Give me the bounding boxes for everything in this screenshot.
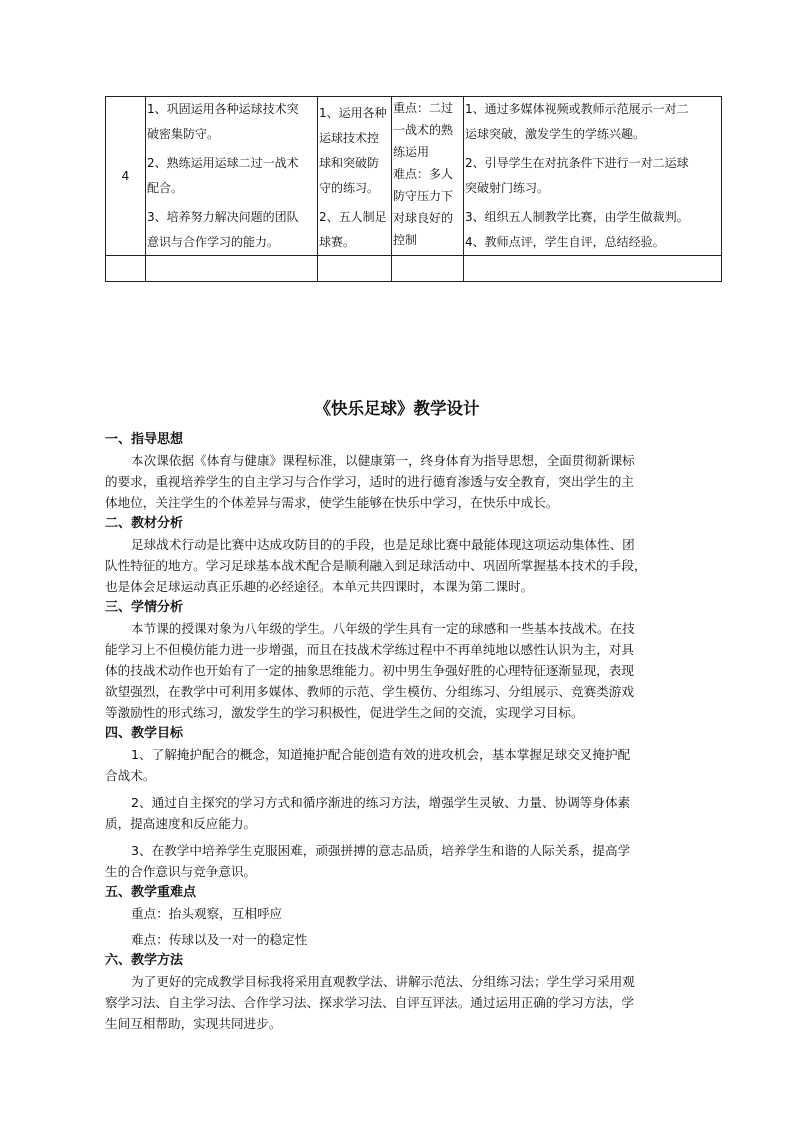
paragraph-line: 队性特征的地方。学习足球基本战术配合是顺利融入到足球活动中、巩固所掌握基本技术的手段， [105, 558, 647, 573]
table-row [106, 97, 722, 256]
section-keypoints [105, 882, 697, 950]
empty-cell [318, 256, 392, 282]
section-heading: 六、教学方法 [105, 953, 184, 968]
paragraph-line: 体的技战术动作也开始有了一定的抽象思维能力。初中男生争强好胜的心理特征逐渐显现，表现 [105, 663, 634, 678]
paragraph-line: 能学习上不但模仿能力进一步增强，而且在技战术学练过程中不再单纯地以感性认识为主，对具 [105, 642, 634, 657]
method-line: 1、通过多媒体视频或教师示范展示一对二 [465, 102, 689, 116]
empty-cell [106, 256, 146, 282]
difficulty-line: 难点：传球以及一对一的稳定性 [131, 932, 308, 947]
section-heading: 三、学情分析 [105, 600, 184, 615]
content-line: 2、五人制足 [319, 210, 387, 224]
goal-line: 合战术。 [105, 768, 156, 783]
empty-cell [146, 256, 318, 282]
objective-line: 2、熟练运用运球二过一战术 [147, 156, 299, 170]
section-methods [105, 950, 697, 1034]
goal-line: 生的合作意识与竞争意识。 [105, 864, 257, 879]
methods-cell [464, 97, 722, 256]
paragraph-line: 也是体会足球运动真正乐趣的必经途径。本单元共四课时，本课为第二课时。 [105, 579, 534, 594]
document-title: 《快乐足球》教学设计 [314, 399, 480, 418]
content-line: 守的练习。 [319, 181, 380, 195]
paragraph-line: 本节课的授课对象为八年级的学生。八年级的学生具有一定的球感和一些基本技战术。在技 [131, 621, 635, 636]
objective-line: 1、巩固运用各种运球技术突 [147, 102, 299, 116]
objective-line: 配合。 [147, 181, 184, 195]
document-body [105, 429, 697, 1034]
paragraph-line: 为了更好的完成教学目标我将采用直观教学法、讲解示范法、分组练习法；学生学习采用观 [131, 974, 635, 989]
keypoint-line: 难点：多人 [393, 167, 454, 181]
section-heading: 五、教学重难点 [105, 885, 197, 900]
paragraph-line: 的要求，重视培养学生的自主学习与合作学习，适时的进行德育渗透与安全教育，突出学生的主 [105, 474, 634, 489]
keypoint-line: 防守压力下 [393, 189, 454, 203]
goal-line: 3、在教学中培养学生克服困难，顽强拼搏的意志品质，培养学生和谐的人际关系，提高学 [131, 843, 631, 858]
method-line: 4、教师点评，学生自评，总结经验。 [465, 235, 665, 249]
goal-line: 2、通过自主探究的学习方式和循序渐进的练习方法，增强学生灵敏、力量、协调等身体素 [131, 795, 631, 810]
table-row-empty [106, 256, 722, 282]
section-material [105, 513, 697, 597]
section-guiding [105, 429, 697, 513]
section-students [105, 597, 697, 723]
content-line: 1、运用各种 [319, 106, 387, 120]
method-line: 2、引导学生在对抗条件下进行一对二运球 [465, 156, 689, 170]
row-number-cell [106, 97, 146, 256]
lesson-plan-table [105, 96, 722, 282]
keypoint-line: 练运用 [393, 145, 430, 159]
paragraph-line: 体地位，关注学生的个体差异与需求，使学生能够在快乐中学习，在快乐中成长。 [105, 495, 559, 510]
content-line: 球和突破防 [319, 156, 380, 170]
keypoint-line: 控制 [393, 233, 418, 247]
objective-line: 意识与合作学习的能力。 [147, 235, 280, 249]
goal-line: 1、了解掩护配合的概念，知道掩护配合能创造有效的进攻机会，基本掌握足球交叉掩护配 [131, 747, 631, 762]
method-line: 突破射门练习。 [465, 181, 550, 195]
objective-line: 破密集防守。 [147, 127, 220, 141]
empty-cell [464, 256, 722, 282]
section-goals [105, 723, 697, 882]
objectives-cell [146, 97, 318, 256]
section-heading: 四、教学目标 [105, 726, 184, 741]
keypoints-cell [392, 97, 464, 256]
method-line: 运球突破，激发学生的学练兴趣。 [465, 127, 646, 141]
keypoint-line: 重点：二过 [393, 101, 454, 115]
keypoint-line: 对球良好的 [393, 211, 454, 225]
paragraph-line: 欲望强烈，在教学中可利用多媒体、教师的示范、学生模仿、分组练习、分组展示、竞赛类游戏 [105, 684, 634, 699]
content-line: 球赛。 [319, 235, 356, 249]
section-heading: 一、指导思想 [105, 432, 184, 447]
content-line: 运球技术控 [319, 131, 380, 145]
method-line: 3、组织五人制教学比赛，由学生做裁判。 [465, 210, 689, 224]
paragraph-line: 足球战术行动是比赛中达成攻防目的的手段，也是足球比赛中最能体现这项运动集体性、团 [131, 537, 635, 552]
section-heading: 二、教材分析 [105, 516, 184, 531]
paragraph-line: 本次课依据《体育与健康》课程标准，以健康第一，终身体育为指导思想，全面贯彻新课标 [131, 453, 635, 468]
paragraph-line: 察学习法、自主学习法、合作学习法、探求学习法、自评互评法。通过运用正确的学习方法，学 [105, 995, 634, 1010]
empty-cell [392, 256, 464, 282]
paragraph-line: 等激励性的形式练习，激发学生的学习积极性，促进学生之间的交流，实现学习目标。 [105, 705, 584, 720]
paragraph-line: 生间互相帮助，实现共同进步。 [105, 1016, 282, 1031]
keypoint-line: 一战术的熟 [393, 123, 454, 137]
objective-line: 3、培养努力解决问题的团队 [147, 210, 299, 224]
content-cell [318, 97, 392, 256]
row-number: 4 [121, 168, 130, 183]
goal-line: 质，提高速度和反应能力。 [105, 816, 257, 831]
focus-line: 重点：抬头观察，互相呼应 [131, 906, 283, 921]
